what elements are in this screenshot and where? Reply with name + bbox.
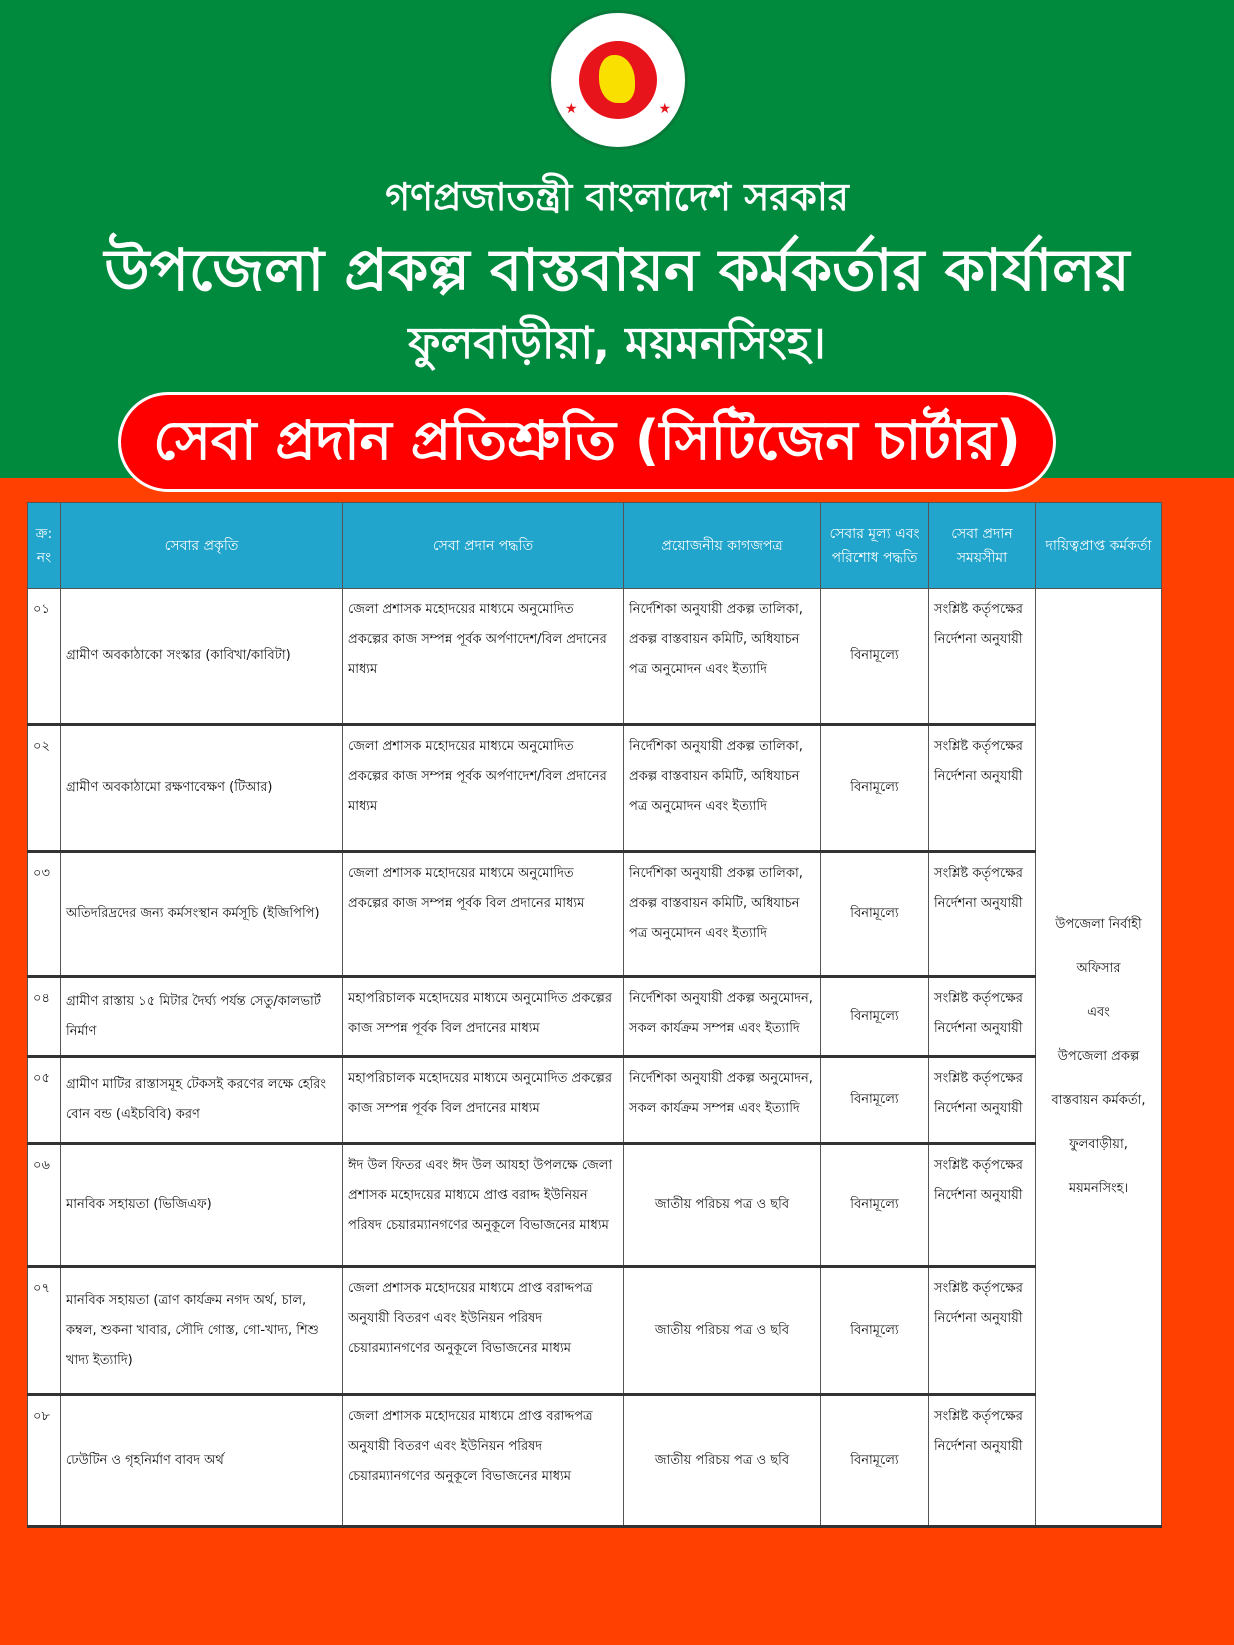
service-fee: বিনামূল্যে (821, 1144, 929, 1267)
government-title: গণপ্রজাতন্ত্রী বাংলাদেশ সরকার (385, 175, 849, 219)
service-name: গ্রামীণ মাটির রাস্তাসমূহ টেকসই করণের লক্ষে হেরিং বোন বন্ড (এইচবিবি) করণ (61, 1057, 343, 1144)
serial-number: ০৪ (28, 977, 61, 1057)
table-row (28, 852, 1162, 977)
table-row (28, 1144, 1162, 1267)
column-header: দায়িত্বপ্রাপ্ত কর্মকর্তা (1036, 503, 1162, 589)
service-name: গ্রামীণ অবকাঠামো রক্ষণাবেক্ষণ (টিআর) (61, 725, 343, 852)
service-fee: বিনামূল্যে (821, 852, 929, 977)
table-row (28, 977, 1162, 1057)
service-fee: বিনামূল্যে (821, 589, 929, 725)
service-time: সংশ্লিষ্ট কর্তৃপক্ষের নির্দেশনা অনুযায়ী (929, 1395, 1036, 1527)
service-fee: বিনামূল্যে (821, 725, 929, 852)
office-location: ফুলবাড়ীয়া, ময়মনসিংহ। (408, 318, 826, 369)
citizen-charter-banner: সেবা প্রদান প্রতিশ্রুতি (সিটিজেন চার্টার) (118, 392, 1056, 492)
officer-line: উপজেলা নির্বাহী অফিসার (1055, 917, 1142, 976)
service-method: জেলা প্রশাসক মহোদয়ের মাধ্যমে প্রাপ্ত বরাদ্দপত্র অনুযায়ী বিতরণ এবং ইউনিয়ন পরিষদ চেয়ারম্যানগণের অনুকূলে বিভাজনের মাধ্যম (343, 1395, 624, 1527)
service-time: সংশ্লিষ্ট কর্তৃপক্ষের নির্দেশনা অনুযায়ী (929, 725, 1036, 852)
star-icon: ★ (658, 101, 671, 117)
service-name: মানবিক সহায়তা (ত্রাণ কার্যক্রম নগদ অর্থ, চাল, কম্বল, শুকনা খাবার, সৌদি গোস্ত, গো-খাদ্য, শিশু খাদ্য ইত্যাদি) (61, 1267, 343, 1395)
service-method: মহাপরিচালক মহোদয়ের মাধ্যমে অনুমোদিত প্রকল্পের কাজ সম্পন্ন পূর্বক বিল প্রদানের মাধ্যম (343, 977, 624, 1057)
required-documents: নির্দেশিকা অনুযায়ী প্রকল্প তালিকা, প্রকল্প বাস্তবায়ন কমিটি, অধিযাচন পত্র অনুমোদন এবং ইত্যাদি (624, 852, 821, 977)
responsible-officer (1036, 589, 1162, 1527)
service-method: জেলা প্রশাসক মহোদয়ের মাধ্যমে অনুমোদিত প্রকল্পের কাজ সম্পন্ন পূর্বক অর্পণাদেশ/বিল প্রদানের মাধ্যম (343, 725, 624, 852)
service-name: মানবিক সহায়তা (ভিজিএফ) (61, 1144, 343, 1267)
service-method: ঈদ উল ফিতর এবং ঈদ উল আযহা উপলক্ষে জেলা প্রশাসক মহোদয়ের মাধ্যমে প্রাপ্ত বরাদ্দ ইউনিয়ন পরিষদ চেয়ারম্যানগণের অনুকূলে বিভাজনের মাধ্যম (343, 1144, 624, 1267)
required-documents: নির্দেশিকা অনুযায়ী প্রকল্প অনুমোদন, সকল কার্যক্রম সম্পন্ন এবং ইত্যাদি (624, 977, 821, 1057)
citizen-charter-table (27, 502, 1162, 1528)
serial-number: ০১ (28, 589, 61, 725)
government-emblem-logo (548, 10, 688, 150)
service-time: সংশ্লিষ্ট কর্তৃপক্ষের নির্দেশনা অনুযায়ী (929, 977, 1036, 1057)
star-icon: ★ (565, 101, 578, 117)
service-time: সংশ্লিষ্ট কর্তৃপক্ষের নির্দেশনা অনুযায়ী (929, 1057, 1036, 1144)
serial-number: ০৫ (28, 1057, 61, 1144)
service-method: জেলা প্রশাসক মহোদয়ের মাধ্যমে প্রাপ্ত বরাদ্দপত্র অনুযায়ী বিতরণ এবং ইউনিয়ন পরিষদ চেয়ারম্যানগণের অনুকূলে বিভাজনের মাধ্যম (343, 1267, 624, 1395)
table-row (28, 725, 1162, 852)
table-row (28, 1057, 1162, 1144)
service-fee: বিনামূল্যে (821, 1267, 929, 1395)
column-header: সেবা প্রদান সময়সীমা (929, 503, 1036, 589)
column-header: সেবার মূল্য এবং পরিশোধ পদ্ধতি (821, 503, 929, 589)
table-row (28, 1395, 1162, 1527)
service-name: অতিদরিদ্রদের জন্য কর্মসংস্থান কর্মসূচি (ইজিপিপি) (61, 852, 343, 977)
table-row (28, 1267, 1162, 1395)
service-fee: বিনামূল্যে (821, 1057, 929, 1144)
column-header: প্রয়োজনীয় কাগজপত্র (624, 503, 821, 589)
service-method: জেলা প্রশাসক মহোদয়ের মাধ্যমে অনুমোদিত প্রকল্পের কাজ সম্পন্ন পূর্বক অর্পণাদেশ/বিল প্রদানের মাধ্যম (343, 589, 624, 725)
required-documents: জাতীয় পরিচয় পত্র ও ছবি (624, 1144, 821, 1267)
service-name: গ্রামীণ রাস্তায় ১৫ মিটার দৈর্ঘ্য পর্যন্ত সেতু/কালভার্ট নির্মাণ (61, 977, 343, 1057)
service-time: সংশ্লিষ্ট কর্তৃপক্ষের নির্দেশনা অনুযায়ী (929, 852, 1036, 977)
column-header: সেবা প্রদান পদ্ধতি (343, 503, 624, 589)
column-header: ক্র: নং (28, 503, 61, 589)
service-name: গ্রামীণ অবকাঠাকো সংস্কার (কাবিখা/কাবিটা) (61, 589, 343, 725)
required-documents: জাতীয় পরিচয় পত্র ও ছবি (624, 1267, 821, 1395)
serial-number: ০৭ (28, 1267, 61, 1395)
serial-number: ০৬ (28, 1144, 61, 1267)
serial-number: ০৮ (28, 1395, 61, 1527)
required-documents: নির্দেশিকা অনুযায়ী প্রকল্প তালিকা, প্রকল্প বাস্তবায়ন কমিটি, অধিযাচন পত্র অনুমোদন এবং ইত্যাদি (624, 589, 821, 725)
service-method: মহাপরিচালক মহোদয়ের মাধ্যমে অনুমোদিত প্রকল্পের কাজ সম্পন্ন পূর্বক বিল প্রদানের মাধ্যম (343, 1057, 624, 1144)
officer-line: এবং (1087, 1005, 1110, 1020)
column-header: সেবার প্রকৃতি (61, 503, 343, 589)
service-time: সংশ্লিষ্ট কর্তৃপক্ষের নির্দেশনা অনুযায়ী (929, 589, 1036, 725)
office-title: উপজেলা প্রকল্প বাস্তবায়ন কর্মকর্তার কার্যালয় (104, 236, 1130, 304)
service-time: সংশ্লিষ্ট কর্তৃপক্ষের নির্দেশনা অনুযায়ী (929, 1267, 1036, 1395)
officer-line: ময়মনসিংহ। (1068, 1181, 1129, 1196)
service-fee: বিনামূল্যে (821, 977, 929, 1057)
officer-line: উপজেলা প্রকল্প বাস্তবায়ন কর্মকর্তা, (1051, 1049, 1146, 1108)
serial-number: ০২ (28, 725, 61, 852)
service-time: সংশ্লিষ্ট কর্তৃপক্ষের নির্দেশনা অনুযায়ী (929, 1144, 1036, 1267)
required-documents: জাতীয় পরিচয় পত্র ও ছবি (624, 1395, 821, 1527)
emblem-red-disc (579, 41, 657, 119)
bangladesh-map-icon (599, 55, 635, 103)
service-fee: বিনামূল্যে (821, 1395, 929, 1527)
table-header-row (28, 503, 1162, 589)
service-method: জেলা প্রশাসক মহোদয়ের মাধ্যমে অনুমোদিত প্রকল্পের কাজ সম্পন্ন পূর্বক বিল প্রদানের মাধ্যম (343, 852, 624, 977)
required-documents: নির্দেশিকা অনুযায়ী প্রকল্প তালিকা, প্রকল্প বাস্তবায়ন কমিটি, অধিযাচন পত্র অনুমোদন এবং ইত্যাদি (624, 725, 821, 852)
serial-number: ০৩ (28, 852, 61, 977)
service-name: ঢেউটিন ও গৃহনির্মাণ বাবদ অর্থ (61, 1395, 343, 1527)
officer-line: ফুলবাড়ীয়া, (1069, 1137, 1128, 1152)
table-row (28, 589, 1162, 725)
required-documents: নির্দেশিকা অনুযায়ী প্রকল্প অনুমোদন, সকল কার্যক্রম সম্পন্ন এবং ইত্যাদি (624, 1057, 821, 1144)
